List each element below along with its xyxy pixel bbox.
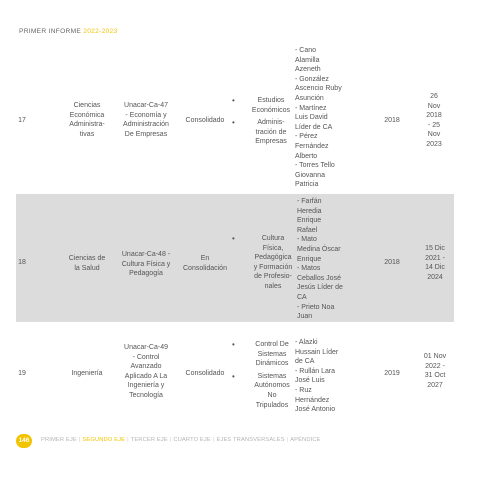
cell-line: Fernández: [295, 142, 329, 150]
area-cell: [58, 369, 116, 379]
nav-separator: |: [212, 437, 215, 443]
cell-line: 2027: [427, 381, 443, 389]
status-cell: [172, 369, 238, 379]
cell-line: Heredia: [297, 207, 322, 215]
cell-line: Ciencias: [73, 102, 101, 109]
nav-separator: |: [286, 437, 289, 443]
cell-line: - Cano: [295, 47, 317, 54]
cell-line: - Economía y: [125, 111, 167, 119]
research-line-text: Empresas: [255, 138, 287, 146]
cell-line: Pedagogía: [129, 270, 163, 278]
cell-line: 2023: [426, 140, 442, 148]
cell-line: Unacar-Ca-48 -: [121, 251, 171, 258]
research-line-text: Cultura: [261, 235, 285, 242]
research-line-text: y Formación: [253, 263, 293, 271]
cell-line: 2021 -: [425, 254, 445, 262]
research-lines-cell: [232, 234, 302, 292]
research-line-text: Pedagógica: [254, 254, 292, 262]
research-line-item: [232, 371, 300, 410]
row-number: 17: [18, 117, 26, 124]
cell-line: 14 Dic: [425, 264, 445, 272]
bullet-icon: •: [232, 371, 235, 381]
nav-item[interactable]: PRIMER EJE: [41, 437, 77, 443]
cell-line: Medina Óscar: [297, 245, 341, 253]
research-line-text: Sistemas: [257, 350, 287, 358]
report-title: PRIMER INFORME: [19, 28, 82, 35]
status-cell: [172, 116, 238, 126]
year-cell: 2018: [384, 117, 400, 124]
validity-cell: [418, 352, 452, 390]
report-years: 2022-2023: [83, 28, 118, 35]
nav-item[interactable]: CUARTO EJE: [173, 437, 211, 443]
cell-line: Unacar-Ca-47: [124, 102, 168, 109]
cell-line: Alamilla: [295, 56, 320, 64]
research-line-text: No: [267, 391, 277, 399]
table-row: [16, 322, 454, 422]
nav-separator: |: [78, 437, 81, 443]
cell-line: 2024: [427, 273, 443, 281]
cell-line: Líder de CA: [295, 123, 333, 131]
row-number: 18: [18, 259, 26, 266]
cell-line: Azeneth: [295, 66, 321, 74]
cell-line: Cultura Física y: [121, 260, 171, 268]
cell-line: Consolidado: [185, 370, 225, 377]
status-cell: [172, 254, 238, 273]
cell-line: De Empresas: [124, 130, 168, 138]
cell-line: - Matos: [297, 265, 321, 273]
cell-line: - 25: [427, 121, 441, 129]
cell-line: - Farfán: [297, 198, 322, 205]
cell-line: 15 Dic: [425, 245, 445, 252]
research-lines-cell: [232, 340, 300, 410]
cell-line: Económica: [69, 111, 105, 119]
year-cell: 2019: [384, 370, 400, 377]
research-line-text: de Profesio-: [254, 273, 292, 281]
cell-line: En: [200, 255, 210, 262]
cell-line: Nov: [427, 102, 441, 110]
research-line-text: Estudios: [257, 97, 285, 104]
research-line-text: Sistemas: [257, 372, 287, 380]
cell-line: Hernández: [295, 396, 330, 404]
cell-line: Ascencio Ruby: [295, 85, 342, 93]
cell-line: Alberto: [295, 152, 318, 160]
cell-line: - Ruz: [295, 386, 312, 394]
cell-line: - Pérez: [295, 133, 318, 141]
cell-line: Enrique: [297, 255, 322, 263]
cell-line: Consolidación: [183, 264, 227, 272]
cell-line: CA: [297, 293, 307, 301]
research-line-text: Tripulados: [255, 401, 289, 409]
research-lines-cell: [232, 96, 298, 147]
cell-line: Enrique: [297, 217, 322, 225]
cell-line: Aplicado A La: [124, 372, 168, 380]
nav-item[interactable]: EJES TRANSVERSALES: [216, 437, 285, 443]
nav-item[interactable]: TERCER EJE: [130, 437, 168, 443]
cell-line: Unacar-Ca-49: [124, 344, 168, 351]
nav-separator: |: [169, 437, 172, 443]
cell-line: - Alazki: [295, 339, 318, 346]
cell-line: Administración: [123, 121, 169, 129]
cell-line: Administra-: [69, 121, 105, 129]
year-cell: 2018: [384, 259, 400, 266]
cell-line: Jesús Líder de: [297, 284, 343, 292]
cell-line: Ceballos José: [297, 274, 341, 282]
table-row: [16, 44, 454, 194]
research-line-item: [232, 234, 302, 292]
cell-line: Juan: [297, 313, 313, 321]
cell-line: 26: [430, 93, 438, 100]
nav-item[interactable]: SEGUNDO EJE: [82, 437, 126, 443]
research-line-text: Control De: [255, 341, 289, 348]
bullet-icon: •: [232, 118, 235, 128]
page-number: 146: [16, 434, 32, 448]
nav-separator: |: [127, 437, 129, 443]
cell-line: Ingeniería: [71, 370, 103, 377]
cell-line: - Mato: [297, 236, 317, 244]
research-line-text: tración de: [255, 128, 287, 136]
cell-line: de CA: [295, 358, 315, 366]
cell-line: Tecnología: [129, 391, 163, 399]
cell-line: 2022 -: [425, 362, 445, 370]
report-header: [19, 28, 117, 35]
cell-line: la Salud: [74, 264, 100, 272]
cell-line: - Prieto Noa: [297, 303, 335, 311]
cell-line: Ciencias de: [68, 255, 106, 262]
row-number: 19: [18, 370, 26, 377]
research-line-text: Dinámicos: [255, 360, 289, 368]
cell-line: Luis David: [295, 114, 328, 122]
validity-cell: [418, 244, 452, 282]
area-cell: [58, 254, 116, 273]
cell-line: - Martínez: [295, 104, 327, 112]
research-line-item: [232, 96, 298, 115]
cell-line: José Luis: [295, 377, 325, 385]
members-cell: [297, 197, 367, 322]
cell-line: 01 Nov: [423, 353, 447, 360]
cell-line: Hussain Líder: [295, 348, 339, 356]
nav-item[interactable]: APÉNDICE: [290, 437, 321, 443]
cell-line: Ingeniería y: [127, 382, 165, 390]
research-line-text: Autónomos: [254, 382, 290, 390]
cell-line: Asunción: [295, 94, 324, 102]
research-line-text: nales: [264, 282, 282, 290]
cell-line: 2018: [426, 112, 442, 120]
members-cell: [295, 338, 363, 415]
research-line-text: Adminis-: [257, 119, 285, 127]
research-line-text: Económicos: [251, 106, 291, 114]
group-cell: [113, 101, 179, 139]
research-line-item: [232, 340, 300, 369]
cell-line: Giovanna: [295, 171, 325, 179]
validity-cell: [418, 92, 450, 150]
research-line-item: [232, 118, 298, 147]
cell-line: - Rullán Lara: [295, 367, 336, 375]
cell-line: Patricia: [295, 181, 319, 189]
section-nav: [40, 437, 322, 443]
bullet-icon: •: [232, 234, 235, 243]
cell-line: tivas: [79, 130, 95, 138]
cell-line: Rafael: [297, 226, 318, 234]
research-line-text: Física,: [262, 244, 284, 252]
cell-line: Avanzado: [130, 363, 162, 371]
table-row: [16, 194, 454, 322]
area-cell: [58, 101, 116, 139]
bullet-icon: •: [232, 340, 235, 349]
page-footer: [16, 434, 456, 448]
cell-line: Nov: [427, 131, 441, 139]
cell-line: - Torres Tello: [295, 162, 335, 170]
bullet-icon: •: [232, 96, 235, 105]
cell-line: Consolidado: [185, 117, 225, 124]
cell-line: José Antonio: [295, 406, 336, 414]
cell-line: 31 Oct: [424, 372, 446, 380]
cell-line: - González: [295, 75, 329, 83]
cell-line: - Control: [132, 353, 160, 361]
members-cell: [295, 46, 363, 190]
